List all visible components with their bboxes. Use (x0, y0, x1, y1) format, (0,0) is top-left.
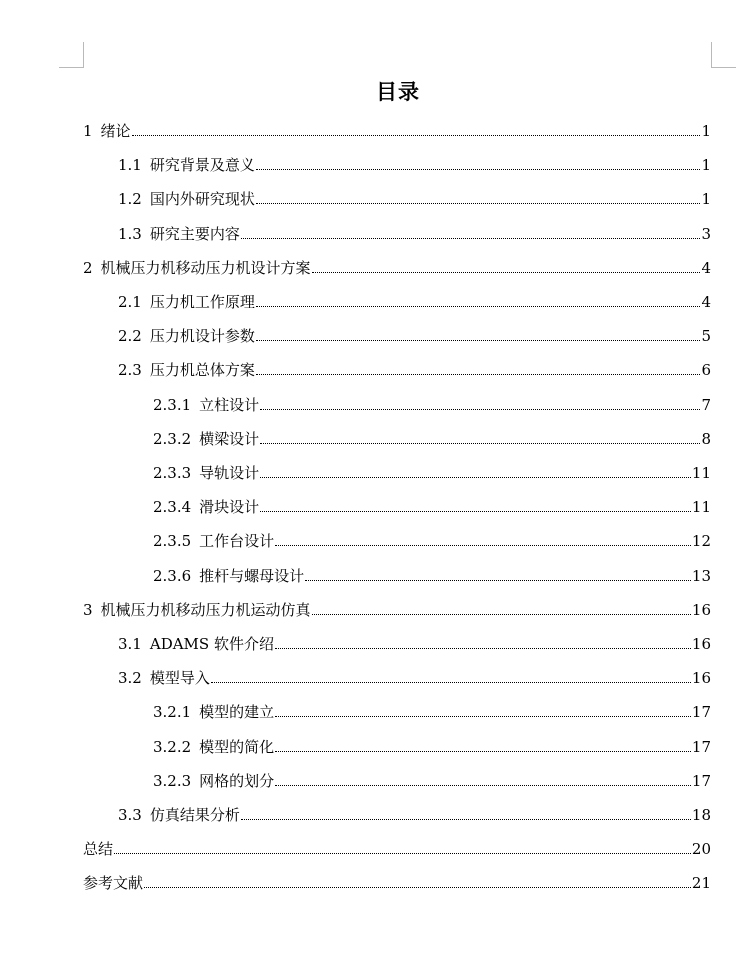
toc-dot-leader (241, 818, 691, 820)
toc-entry[interactable] (153, 497, 711, 517)
toc-entry-page-number: 4 (701, 293, 711, 311)
toc-entry-page-number: 16 (691, 600, 711, 619)
toc-entry-number: 2.3.6 (153, 566, 192, 585)
toc-dot-leader (260, 510, 691, 512)
toc-entry-title: 工作台设计 (199, 532, 275, 551)
toc-entry-title: 参考文献 (83, 874, 144, 893)
toc-entry[interactable] (153, 702, 711, 722)
toc-entry-number: 3.2 (118, 669, 142, 688)
toc-entry-page-number: 16 (691, 669, 711, 688)
toc-entry[interactable] (118, 189, 711, 209)
crop-mark-top-right-vertical (711, 42, 712, 67)
toc-entry-title: 模型的简化 (199, 737, 275, 756)
toc-entry-title: 压力机工作原理 (149, 293, 255, 311)
toc-entry-number: 1.2 (118, 190, 142, 209)
toc-entry-title: 仿真结果分析 (149, 806, 240, 824)
toc-dot-leader (275, 784, 691, 786)
toc-dot-leader (312, 613, 691, 615)
toc-entry-title: 绪论 (100, 122, 131, 140)
toc-entry-number: 1 (83, 122, 93, 140)
toc-entry-page-number: 11 (691, 464, 711, 482)
toc-entry-page-number: 20 (691, 840, 711, 859)
toc-entry-number: 3.2.1 (153, 703, 192, 722)
toc-entry-page-number: 18 (691, 806, 711, 824)
toc-entry[interactable] (118, 805, 711, 825)
toc-entry-number: 3.2.3 (153, 771, 192, 790)
toc-entry-title: 模型的建立 (199, 703, 275, 722)
toc-entry-page-number: 1 (701, 156, 711, 175)
toc-entry-number: 3 (83, 600, 93, 619)
toc-entry-number: 2.3.2 (153, 429, 192, 448)
toc-entry-title: 横梁设计 (199, 429, 260, 448)
toc-entry-page-number: 11 (691, 498, 711, 517)
toc-dot-leader (211, 681, 691, 683)
toc-entry-title: 模型导入 (149, 669, 210, 688)
toc-entry-page-number: 5 (701, 327, 711, 346)
toc-entry-number: 2.2 (118, 327, 142, 346)
toc-entry-title: 研究主要内容 (149, 224, 240, 243)
toc-dot-leader (312, 271, 701, 273)
toc-entry[interactable] (118, 224, 711, 244)
toc-dot-leader (256, 202, 701, 204)
toc-entry[interactable] (83, 839, 711, 859)
toc-entry[interactable] (153, 737, 711, 757)
toc-entry-title: 压力机总体方案 (149, 361, 255, 380)
toc-entry-page-number: 3 (701, 224, 711, 243)
toc-entry-number: 3.3 (118, 806, 142, 824)
toc-entry[interactable] (118, 155, 711, 175)
toc-dot-leader (275, 750, 691, 752)
toc-entry-page-number: 17 (691, 703, 711, 722)
crop-mark-top-left-vertical (83, 42, 84, 67)
toc-entry-page-number: 1 (701, 190, 711, 209)
toc-entry[interactable] (83, 258, 711, 278)
toc-entry[interactable] (83, 873, 711, 893)
toc-dot-leader (275, 544, 691, 546)
toc-entry-number: 2.1 (118, 293, 142, 311)
toc-entry-title: 立柱设计 (199, 395, 260, 414)
toc-entry-title: 机械压力机移动压力机运动仿真 (100, 600, 311, 619)
toc-entry-page-number: 21 (691, 874, 711, 893)
toc-entry-page-number: 6 (701, 361, 711, 380)
toc-entry-page-number: 4 (701, 258, 711, 277)
toc-entry-number: 2.3.3 (153, 464, 192, 482)
toc-dot-leader (260, 408, 700, 410)
toc-entry-page-number: 16 (691, 635, 711, 653)
toc-entry-title: 推杆与螺母设计 (199, 566, 305, 585)
toc-entry-title: 国内外研究现状 (149, 190, 255, 209)
toc-entry-page-number: 8 (701, 429, 711, 448)
toc-entry[interactable] (153, 531, 711, 551)
toc-entry-page-number: 12 (691, 532, 711, 551)
toc-dot-leader (305, 579, 691, 581)
toc-entry-number: 3.1 (118, 635, 142, 653)
toc-entry[interactable] (153, 463, 711, 483)
toc-dot-leader (132, 134, 701, 136)
toc-entry-title: 网格的划分 (199, 771, 275, 790)
toc-entry-page-number: 17 (691, 737, 711, 756)
toc-entry-number: 2.3 (118, 361, 142, 380)
toc-dot-leader (256, 168, 701, 170)
toc-entry-page-number: 7 (701, 395, 711, 414)
toc-entry[interactable] (118, 292, 711, 312)
toc-entry-number: 2.3.5 (153, 532, 192, 551)
toc-dot-leader (256, 305, 701, 307)
toc-entry-number: 2 (83, 258, 93, 277)
toc-entry[interactable] (153, 395, 711, 415)
toc-entry-title: 滑块设计 (199, 498, 260, 517)
toc-entry[interactable] (118, 326, 711, 346)
crop-mark-top-right-horizontal (711, 67, 736, 68)
toc-dot-leader (275, 647, 691, 649)
toc-entry-page-number: 17 (691, 771, 711, 790)
toc-entry-title: 总结 (83, 840, 114, 859)
toc-entry-page-number: 13 (691, 566, 711, 585)
toc-dot-leader (256, 339, 701, 341)
toc-entry-number: 3.2.2 (153, 737, 192, 756)
toc-entry[interactable] (153, 566, 711, 586)
toc-entry-number: 1.1 (118, 156, 142, 175)
toc-entry[interactable] (118, 634, 711, 654)
toc-entry-page-number: 1 (701, 122, 711, 140)
toc-entry-title: 导轨设计 (199, 464, 260, 482)
toc-dot-leader (275, 715, 691, 717)
toc-entry-title: 压力机设计参数 (149, 327, 255, 346)
toc-dot-leader (114, 852, 691, 854)
toc-dot-leader (144, 886, 691, 888)
toc-dot-leader (256, 373, 701, 375)
toc-dot-leader (241, 237, 701, 239)
toc-entry-title: 机械压力机移动压力机设计方案 (100, 258, 311, 277)
toc-entry[interactable] (118, 360, 711, 380)
toc-entry-number: 2.3.4 (153, 498, 192, 517)
toc-entry[interactable] (83, 600, 711, 620)
crop-mark-top-left-horizontal (59, 67, 84, 68)
toc-dot-leader (260, 442, 700, 444)
toc-entry-number: 1.3 (118, 224, 142, 243)
toc-entry-number: 2.3.1 (153, 395, 192, 414)
toc-entry-title: 研究背景及意义 (149, 156, 255, 175)
toc-entry-title: ADAMS 软件介绍 (149, 635, 274, 653)
toc-entry[interactable] (118, 668, 711, 688)
toc-entry[interactable] (153, 771, 711, 791)
toc-entry[interactable] (153, 429, 711, 449)
toc-entry[interactable] (83, 121, 711, 141)
toc-dot-leader (260, 476, 691, 478)
toc-title: 目录 (376, 79, 420, 104)
